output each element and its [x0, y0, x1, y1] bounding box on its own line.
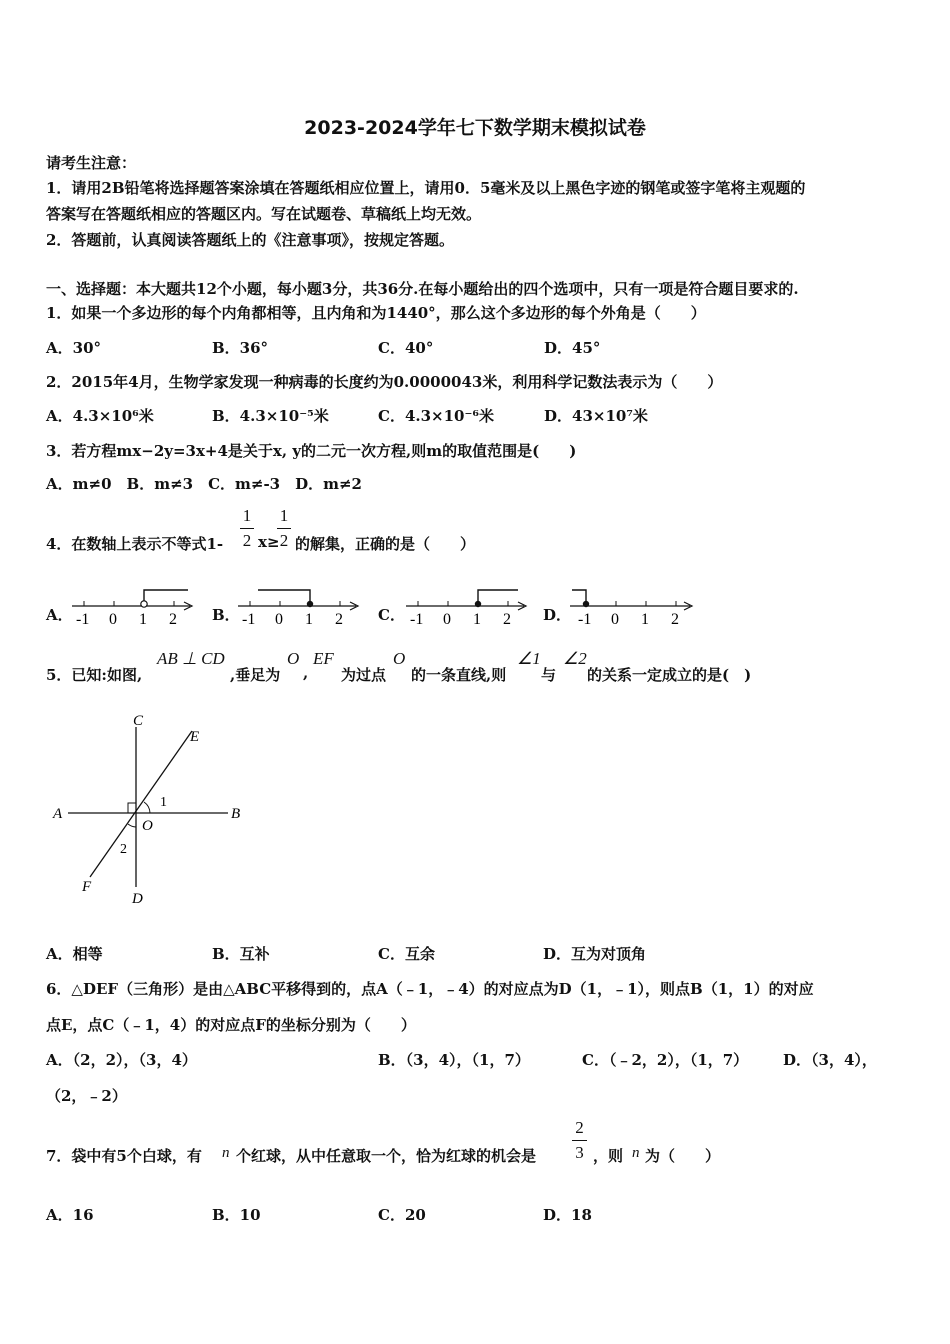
- q7-option-d[interactable]: D．18: [543, 1206, 592, 1224]
- tick-label: 2: [169, 611, 177, 628]
- frac-denominator: 2: [279, 531, 289, 550]
- notice-line: 2．答题前，认真阅读答题纸上的《注意事项》，按规定答题。: [46, 231, 454, 249]
- filled-circle-icon: [583, 601, 589, 607]
- fraction-one-half: [277, 506, 291, 551]
- q5-option-a[interactable]: A．相等: [46, 945, 103, 963]
- math-n: n: [632, 1145, 640, 1161]
- question-5-text: 与: [541, 666, 557, 684]
- q6-option-d[interactable]: D．（3，4），: [783, 1051, 877, 1069]
- right-angle-mark: [128, 803, 136, 813]
- math-n: n: [222, 1145, 230, 1161]
- q2-option-d[interactable]: D．43×10⁷米: [544, 407, 648, 425]
- frac-numerator: 1: [279, 506, 289, 525]
- geometry-figure: [48, 705, 258, 915]
- q6-option-d-cont[interactable]: （2，﹣2）: [46, 1087, 127, 1105]
- q2-option-b[interactable]: B．4.3×10⁻⁵米: [212, 407, 329, 425]
- frac-denominator: 3: [575, 1143, 584, 1162]
- q1-option-a[interactable]: A．30°: [46, 339, 102, 357]
- tick-label: -1: [76, 611, 90, 628]
- section-heading: 一、选择题：本大题共12个小题，每小题3分，共36分.在每小题给出的四个选项中，只有一项是符合题目要求的.: [46, 280, 799, 298]
- tick-label: -1: [578, 611, 592, 628]
- notice-heading: 请考生注意：: [46, 154, 137, 172]
- math-o: O: [393, 649, 406, 668]
- label-a: A: [53, 806, 63, 822]
- question-5-text: ,: [303, 664, 309, 682]
- q4-option-d[interactable]: D．: [543, 606, 572, 624]
- label-e: E: [190, 729, 200, 745]
- q3-options[interactable]: A．m≠0 B．m≠3 C．m≠-3 D．m≠2: [46, 475, 362, 493]
- tick-label: 1: [641, 611, 649, 628]
- question-6-stem: 点E，点C（﹣1，4）的对应点F的坐标分别为（ ）: [46, 1016, 416, 1034]
- tick-label: 0: [611, 611, 619, 628]
- question-5-text: ,垂足为: [230, 666, 281, 684]
- question-1-stem: 1．如果一个多边形的每个内角都相等，且内角和为1440°，那么这个多边形的每个外角是（ ）: [46, 304, 706, 322]
- q6-option-c[interactable]: C．（﹣2，2），（1，7）: [582, 1051, 749, 1069]
- math-angle-2: ∠2: [563, 649, 587, 668]
- question-5-text: 为过点: [341, 666, 387, 684]
- number-line-b[interactable]: [234, 582, 364, 628]
- line-ef: [90, 731, 192, 877]
- q6-option-a[interactable]: A．（2，2），（3，4）: [46, 1051, 197, 1069]
- question-6-stem: 6．△DEF（三角形）是由△ABC平移得到的，点A（﹣1，﹣4）的对应点为D（1，﹣1），则点B（1，1）的对应: [46, 980, 814, 998]
- fraction-two-thirds: [572, 1118, 587, 1163]
- q1-option-d[interactable]: D．45°: [544, 339, 601, 357]
- question-7-stem-pre: 7．袋中有5个白球，有: [46, 1147, 202, 1165]
- tick-label: 2: [503, 611, 511, 628]
- filled-circle-icon: [307, 601, 313, 607]
- tick-label: 2: [671, 611, 679, 628]
- open-circle-icon: [141, 601, 147, 607]
- question-5-text: 的一条直线,则: [411, 666, 507, 684]
- frac-numerator: 2: [575, 1118, 584, 1137]
- math-o: O: [287, 649, 300, 668]
- label-b: B: [231, 806, 241, 822]
- tick-label: 1: [305, 611, 313, 628]
- notice-line: 1．请用2B铅笔将选择题答案涂填在答题纸相应位置上，请用0．5毫米及以上黑色字迹的钢笔或签字笔将主观题的: [46, 179, 806, 197]
- tick-label: 2: [335, 611, 343, 628]
- q4-option-c[interactable]: C．: [378, 606, 405, 624]
- label-angle-1: 1: [160, 795, 167, 810]
- math-angle-1: ∠1: [517, 649, 541, 668]
- number-line-c[interactable]: [402, 582, 532, 628]
- label-d: D: [132, 891, 143, 907]
- q7-option-a[interactable]: A．16: [46, 1206, 94, 1224]
- question-3-stem: 3．若方程mx−2y=3x+4是关于x, y的二元一次方程,则m的取值范围是( ): [46, 442, 577, 460]
- question-4-stem-pre: 4．在数轴上表示不等式1-: [46, 535, 224, 553]
- q1-option-c[interactable]: C．40°: [378, 339, 434, 357]
- question-4-stem-mid: x≥: [258, 533, 280, 551]
- q4-option-a[interactable]: A．: [46, 606, 73, 624]
- filled-circle-icon: [475, 601, 481, 607]
- angle-2-arc: [128, 824, 136, 827]
- q2-option-c[interactable]: C．4.3×10⁻⁶米: [378, 407, 494, 425]
- q5-option-c[interactable]: C．互余: [378, 945, 435, 963]
- question-7-text: 个红球，从中任意取一个，恰为红球的机会是: [236, 1147, 537, 1165]
- question-2-stem: 2．2015年4月，生物学家发现一种病毒的长度约为0.0000043米，利用科学记数法表示为（ ）: [46, 373, 723, 391]
- angle-1-arc: [144, 802, 150, 813]
- tick-label: 1: [139, 611, 147, 628]
- tick-label: 0: [275, 611, 283, 628]
- number-line-d[interactable]: [566, 582, 698, 628]
- q7-option-b[interactable]: B．10: [212, 1206, 261, 1224]
- q5-option-b[interactable]: B．互补: [212, 945, 270, 963]
- tick-label: -1: [242, 611, 256, 628]
- number-line-a[interactable]: [68, 582, 198, 628]
- page-title: 2023-2024学年七下数学期末模拟试卷: [304, 117, 646, 139]
- math-ab-perp-cd: AB ⊥ CD: [157, 649, 225, 668]
- q5-option-d[interactable]: D．互为对顶角: [543, 945, 647, 963]
- label-angle-2: 2: [120, 842, 127, 857]
- tick-label: 0: [443, 611, 451, 628]
- q1-option-b[interactable]: B．36°: [212, 339, 269, 357]
- tick-label: 0: [109, 611, 117, 628]
- question-7-text: 为（ ）: [645, 1147, 721, 1165]
- question-4-stem-post: 的解集，正确的是（ ）: [295, 535, 476, 553]
- question-5-stem-pre: 5．已知:如图,: [46, 666, 143, 684]
- tick-label: 1: [473, 611, 481, 628]
- label-f: F: [82, 879, 92, 895]
- question-5-stem-post: 的关系一定成立的是( ): [587, 666, 752, 684]
- q2-option-a[interactable]: A．4.3×10⁶米: [46, 407, 154, 425]
- label-c: C: [133, 713, 144, 729]
- tick-label: -1: [410, 611, 424, 628]
- question-7-text: ，则: [593, 1147, 624, 1165]
- frac-denominator: 2: [242, 531, 252, 550]
- math-ef: EF: [313, 649, 334, 668]
- q4-option-b[interactable]: B．: [212, 606, 240, 624]
- notice-line: 答案写在答题纸相应的答题区内。写在试题卷、草稿纸上均无效。: [46, 205, 482, 223]
- q6-option-b[interactable]: B．（3，4），（1，7）: [378, 1051, 530, 1069]
- label-o: O: [142, 818, 153, 834]
- frac-numerator: 1: [242, 506, 252, 525]
- fraction-one-half: [240, 506, 254, 551]
- q7-option-c[interactable]: C．20: [378, 1206, 426, 1224]
